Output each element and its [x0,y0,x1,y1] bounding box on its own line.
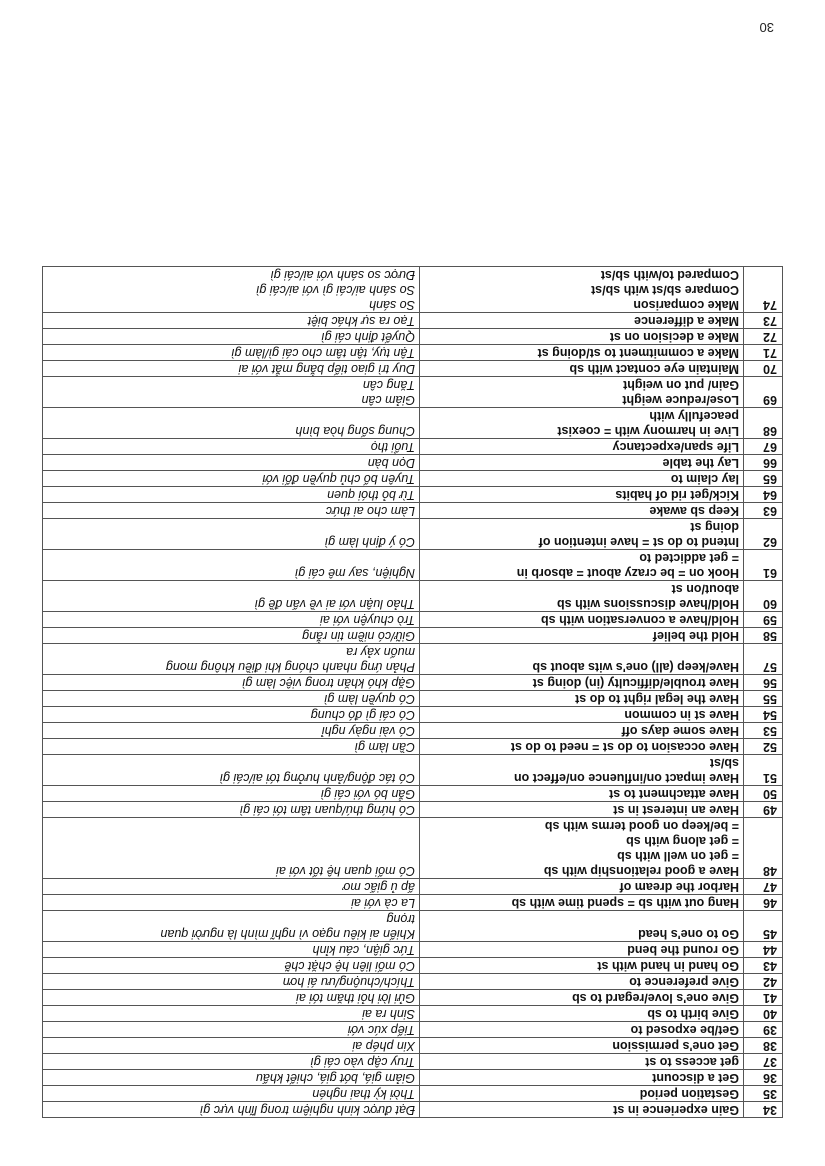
phrase-line: Compared to/with sb/st [600,268,739,282]
phrase-line: Get a discount [652,1071,739,1085]
phrase-line: Hold/have a conversation with sb [541,613,739,627]
meaning-line: Nghiện, say mê cái gì [294,566,415,580]
meaning-cell [43,487,420,503]
entry-number: 68 [744,408,783,439]
table-row [43,313,783,329]
meaning-line: Có quyền làm gì [323,692,415,706]
phrase-line: get access to st [645,1055,739,1069]
phrase-line: Lay the table [662,456,739,470]
phrase-line: peacefully with [649,409,739,423]
phrase-cell [420,612,744,628]
phrase-line: sb/st [709,756,739,770]
phrase-cell [420,739,744,755]
phrase-cell [420,581,744,612]
phrase-line: Go round the bend [627,943,739,957]
meaning-line: Giảm giá, bớt giá, chiết khấu [255,1071,415,1085]
entry-number: 42 [744,974,783,990]
meaning-line: Truy cập vào cái gì [310,1055,415,1069]
meaning-cell [43,455,420,471]
table-row [43,974,783,990]
phrase-line: Hold/have discussions with sb [557,597,739,611]
table-row [43,519,783,550]
meaning-cell [43,628,420,644]
phrase-cell [420,487,744,503]
table-row [43,408,783,439]
meaning-cell [43,377,420,408]
entry-number: 56 [744,675,783,691]
entry-number: 44 [744,942,783,958]
entry-number: 73 [744,313,783,329]
phrase-line: Live in harmony with = coexist [557,424,739,438]
entry-number: 46 [744,895,783,911]
entry-number: 37 [744,1054,783,1070]
meaning-line: Duy trì giao tiếp bằng mắt với ai [238,362,415,376]
phrase-line: Have trouble/difficulty (in) doing st [532,676,739,690]
meaning-line: Có cái gì đó chung [310,708,415,722]
entry-number: 74 [744,267,783,313]
phrase-cell [420,675,744,691]
meaning-line: Thích/chuộng/ưu ái hơn [282,975,415,989]
phrase-line: Get/be exposed to [630,1023,739,1037]
phrase-cell [420,942,744,958]
phrase-line: Gestation period [639,1087,739,1101]
table-row [43,345,783,361]
table-row [43,1102,783,1118]
meaning-cell [43,550,420,581]
phrase-line: doing st [690,520,739,534]
entry-number: 55 [744,691,783,707]
entry-number: 51 [744,755,783,786]
phrase-line: Give preference to [629,975,739,989]
phrase-cell [420,408,744,439]
meaning-cell [43,329,420,345]
phrase-line: Get one's permission [612,1039,739,1053]
phrase-line: Life span/expectancy [612,440,739,454]
entry-number: 40 [744,1006,783,1022]
entry-number: 43 [744,958,783,974]
phrase-cell [420,911,744,942]
table-row [43,628,783,644]
table-row [43,1054,783,1070]
meaning-line: Có mối liên hệ chặt chẽ [284,959,415,973]
entry-number: 47 [744,879,783,895]
phrase-cell [420,628,744,644]
meaning-cell [43,644,420,675]
phrase-line: Have impact on/influence on/effect on [513,771,739,785]
phrase-line: Have some days off [621,724,739,738]
phrase-line: Have a good relationship with sb [543,864,739,878]
entry-number: 57 [744,644,783,675]
phrase-line: Hook on = be crazy about = absorb in [516,566,739,580]
phrase-cell [420,550,744,581]
meaning-line: muốn xảy ra [346,645,415,659]
table-row [43,818,783,879]
meaning-cell [43,942,420,958]
meaning-cell [43,408,420,439]
phrase-cell [420,471,744,487]
meaning-cell [43,581,420,612]
phrase-line: = get on well with sb [617,849,739,863]
meaning-line: Gặp khó khăn trong việc làm gì [241,676,415,690]
entry-number: 70 [744,361,783,377]
meaning-line: Phản ứng nhanh chóng khi điều không mong [165,660,415,674]
table-row [43,644,783,675]
table-row [43,675,783,691]
phrase-line: lay claim to [670,472,739,486]
entry-number: 62 [744,519,783,550]
table-row [43,755,783,786]
meaning-cell [43,879,420,895]
meaning-cell [43,1022,420,1038]
meaning-line: Gắn bó với cái gì [320,787,415,801]
phrase-line: Make a difference [634,314,739,328]
meaning-cell [43,1038,420,1054]
meaning-cell [43,1070,420,1086]
phrase-cell [420,1086,744,1102]
entry-number: 58 [744,628,783,644]
phrase-cell [420,313,744,329]
meaning-line: Dọn bàn [367,456,415,470]
meaning-cell [43,895,420,911]
phrase-cell [420,1006,744,1022]
meaning-line: Từ bỏ thói quen [327,488,415,502]
entry-number: 64 [744,487,783,503]
meaning-cell [43,990,420,1006]
meaning-cell [43,818,420,879]
phrase-line: Lose/reduce weight [622,393,739,407]
table-row [43,1086,783,1102]
table-row [43,267,783,313]
meaning-line: Làm cho ai thức [325,504,415,518]
table-row [43,1038,783,1054]
meaning-line: Trò chuyện với ai [320,613,415,627]
entry-number: 69 [744,377,783,408]
phrase-cell [420,439,744,455]
entry-number: 38 [744,1038,783,1054]
phrase-cell [420,802,744,818]
entry-number: 41 [744,990,783,1006]
table-row [43,581,783,612]
meaning-cell [43,519,420,550]
meaning-cell [43,691,420,707]
table-row [43,550,783,581]
entry-number: 53 [744,723,783,739]
table-row [43,707,783,723]
meaning-line: Tăng cân [362,378,415,392]
meaning-cell [43,439,420,455]
phrase-line: Have an interest in st [613,803,739,817]
meaning-cell [43,345,420,361]
meaning-cell [43,1102,420,1118]
meaning-line: Có hứng thú/quan tâm tới cái gì [239,803,415,817]
table-row [43,361,783,377]
phrase-cell [420,1102,744,1118]
phrase-line: Have attachment to st [609,787,739,801]
table-row [43,911,783,942]
table-row [43,958,783,974]
meaning-cell [43,755,420,786]
phrase-cell [420,958,744,974]
meaning-cell [43,707,420,723]
phrase-line: Have the legal right to do st [575,692,739,706]
table-row [43,691,783,707]
page-number: 30 [759,20,774,35]
vocabulary-table [42,266,783,1118]
meaning-cell [43,786,420,802]
table-row [43,1006,783,1022]
entry-number: 50 [744,786,783,802]
phrase-cell [420,974,744,990]
table-row [43,802,783,818]
phrase-line: Have st in common [624,708,739,722]
meaning-line: ấp ủ giấc mơ [342,880,415,894]
meaning-line: Sinh ra ai [362,1007,415,1021]
meaning-cell [43,974,420,990]
meaning-line: Khiến ai kiêu ngạo vì nghĩ mình là người quan [160,927,415,941]
phrase-cell [420,345,744,361]
meaning-cell [43,313,420,329]
table-row [43,990,783,1006]
meaning-line: trọng [386,912,415,926]
phrase-line: Gain experience in st [613,1103,739,1117]
phrase-line: = get addicted to [639,551,739,565]
meaning-line: Xin phép ai [352,1039,415,1053]
vocabulary-table-body [43,267,783,1118]
phrase-cell [420,786,744,802]
phrase-cell [420,361,744,377]
phrase-cell [420,267,744,313]
meaning-line: Tận tụy, tận tâm cho cái gì/làm gì [231,346,415,360]
entry-number: 49 [744,802,783,818]
table-row [43,723,783,739]
meaning-line: Tạo ra sự khác biệt [307,314,415,328]
phrase-cell [420,644,744,675]
meaning-cell [43,1054,420,1070]
meaning-line: Có mối quan hệ tốt với ai [276,864,415,878]
entry-number: 60 [744,581,783,612]
table-row [43,471,783,487]
phrase-cell [420,329,744,345]
phrase-line: Give birth to sb [647,1007,739,1021]
phrase-line: Make a commitment to st/doing st [537,346,739,360]
entry-number: 72 [744,329,783,345]
meaning-line: Đạt được kinh nghiệm trong lĩnh vực gì [199,1103,415,1117]
phrase-line: Keep sb awake [649,504,739,518]
meaning-line: Thời kỳ thai nghén [312,1087,415,1101]
entry-number: 61 [744,550,783,581]
table-row [43,942,783,958]
phrase-cell [420,707,744,723]
entry-number: 66 [744,455,783,471]
entry-number: 39 [744,1022,783,1038]
table-row [43,895,783,911]
phrase-cell [420,455,744,471]
table-row [43,377,783,408]
meaning-cell [43,802,420,818]
meaning-line: Được so sánh với ai/cái gì [270,268,415,282]
table-row [43,455,783,471]
phrase-line: Maintain eye contact with sb [569,362,739,376]
table-row [43,786,783,802]
meaning-cell [43,675,420,691]
meaning-cell [43,361,420,377]
meaning-line: Có tác động/ảnh hưởng tới ai/cái gì [219,771,415,785]
meaning-line: Quyết định cái gì [321,330,415,344]
phrase-line: Have occasion to do st = need to do st [510,740,739,754]
meaning-line: Có vài ngày nghỉ [321,724,415,738]
phrase-line: Hold the belief [652,629,739,643]
table-row [43,612,783,628]
entry-number: 36 [744,1070,783,1086]
entry-number: 71 [744,345,783,361]
phrase-cell [420,723,744,739]
phrase-line: Go hand in hand with st [597,959,739,973]
phrase-cell [420,1022,744,1038]
meaning-cell [43,958,420,974]
phrase-line: Go to one's head [638,927,739,941]
meaning-cell [43,739,420,755]
meaning-line: Gửi lời hỏi thăm tới ai [296,991,415,1005]
phrase-cell [420,1054,744,1070]
table-row [43,329,783,345]
meaning-cell [43,723,420,739]
phrase-cell [420,377,744,408]
table-row [43,879,783,895]
meaning-cell [43,267,420,313]
phrase-line: = get along with sb [626,834,739,848]
meaning-line: Giảm cân [361,393,415,407]
phrase-line: Kick/get rid of habits [615,488,739,502]
phrase-line: Intend to do st = have intention of [538,535,739,549]
meaning-cell [43,503,420,519]
phrase-line: = be/keep on good terms with sb [544,819,739,833]
phrase-cell [420,755,744,786]
phrase-line: about/on st [671,582,739,596]
meaning-line: Tức giận, cáu kỉnh [312,943,415,957]
phrase-cell [420,818,744,879]
entry-number: 48 [744,818,783,879]
phrase-line: Give one's love/regard to sb [572,991,739,1005]
phrase-cell [420,519,744,550]
phrase-cell [420,1070,744,1086]
entry-number: 67 [744,439,783,455]
meaning-line: Tuyên bố chủ quyền đối với [262,472,415,486]
phrase-line: Gain/ put on weight [623,378,739,392]
meaning-line: Tuổi thọ [370,440,415,454]
meaning-line: Giữ/có niềm tin rằng [302,629,415,643]
meaning-line: Có ý định làm gì [324,535,415,549]
entry-number: 52 [744,739,783,755]
table-row [43,739,783,755]
table-row [43,1022,783,1038]
entry-number: 63 [744,503,783,519]
meaning-cell [43,1086,420,1102]
phrase-line: Make a decision on st [609,330,739,344]
meaning-line: Chung sống hòa bình [295,424,415,438]
phrase-cell [420,503,744,519]
meaning-line: Cần làm gì [354,740,415,754]
entry-number: 35 [744,1086,783,1102]
meaning-line: So sánh [369,298,415,312]
phrase-line: Hang out with sb = spend time with sb [511,896,739,910]
meaning-line: So sánh ai/cái gì với ai/cái gì [255,283,415,297]
phrase-line: Compare sb/st with sb/st [591,283,739,297]
meaning-line: La cà với ai [351,896,415,910]
meaning-cell [43,612,420,628]
entry-number: 65 [744,471,783,487]
phrase-line: Make comparison [633,298,739,312]
table-row [43,439,783,455]
meaning-cell [43,1006,420,1022]
table-row [43,487,783,503]
entry-number: 54 [744,707,783,723]
phrase-cell [420,879,744,895]
phrase-cell [420,990,744,1006]
table-row [43,1070,783,1086]
entry-number: 45 [744,911,783,942]
entry-number: 59 [744,612,783,628]
meaning-cell [43,911,420,942]
phrase-line: Have/keep (all) one's wits about sb [532,660,739,674]
meaning-line: Tiếp xúc với [347,1023,415,1037]
phrase-cell [420,1038,744,1054]
meaning-cell [43,471,420,487]
meaning-line: Thảo luận với ai về vấn đề gì [254,597,415,611]
entry-number: 34 [744,1102,783,1118]
phrase-cell [420,895,744,911]
phrase-line: Harbor the dream of [619,880,739,894]
table-row [43,503,783,519]
phrase-cell [420,691,744,707]
